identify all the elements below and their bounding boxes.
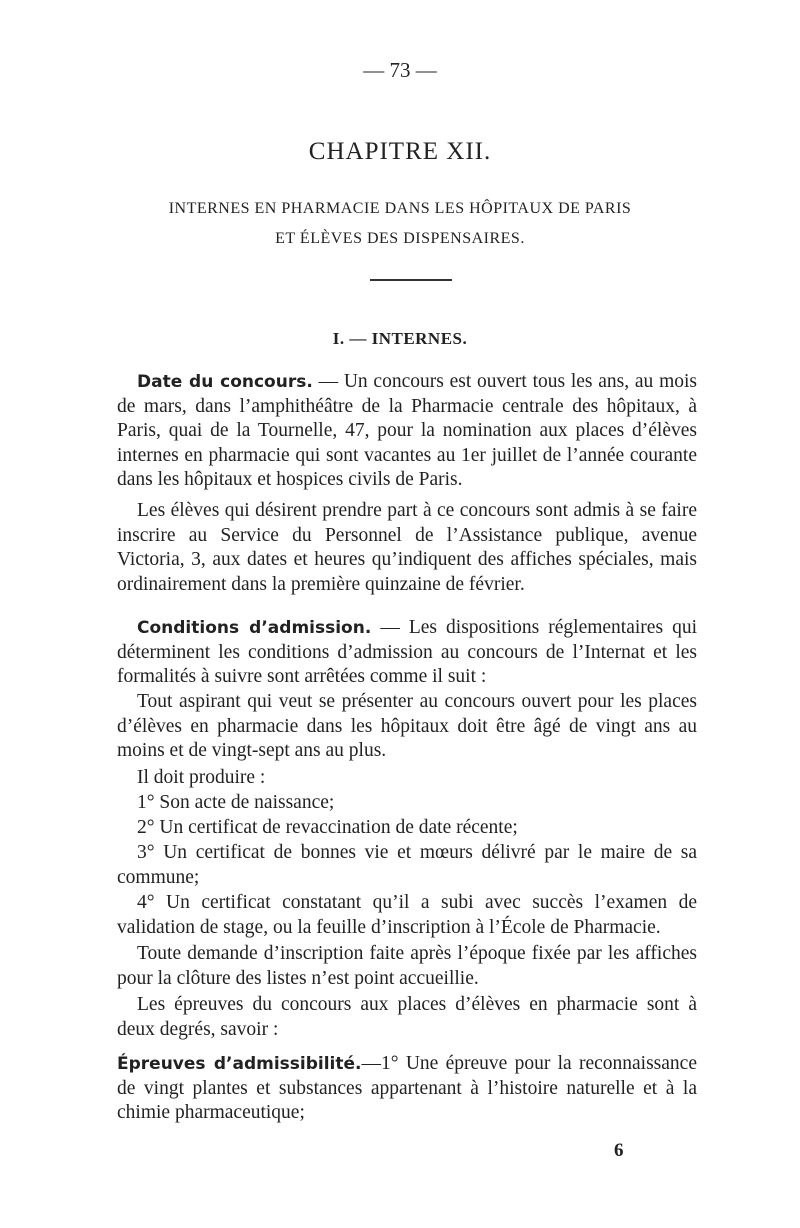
page-number: — 73 —: [363, 58, 437, 82]
paragraph-admissibilite: [117, 1052, 697, 1126]
chapter-title: CHAPITRE XII.: [308, 138, 492, 165]
heading-admissibilite: Épreuves d’admissibilité.: [117, 1054, 362, 1074]
admissibilite-text: —1° Une épreuve pour la reconnaissance de vingt plantes et substances appartenant à l’histoire naturelle et à la chimie pharmaceutique;: [117, 1053, 697, 1123]
signature-mark: 6: [614, 1140, 624, 1161]
section-title: I. — INTERNES.: [332, 329, 468, 348]
paragraph-aspirant: Tout aspirant qui veut se présenter au concours ouvert pour les places d’élèves en pharmacie dans les hôpitaux doit être âgé de vingt ans au moins et de vingt-sept ans au plus.: [117, 691, 697, 761]
chapter-subtitle-line-1: INTERNES EN PHARMACIE DANS LES HÔPITAUX DE PARIS: [168, 200, 632, 217]
date-concours-text: — Un concours est ouvert tous les ans, au mois de mars, dans l’amphithéâtre de la Pharmacie centrale des hôpitaux, à Paris, quai de la Tournelle, 47, pour la nomination aux places d’élèves internes en pharmacie qui sont vacantes au 1er juillet de l’année courante dans les hôpitaux et hospices civils de Paris.: [117, 371, 697, 490]
paragraph-demande: Toute demande d’inscription faite après l’époque fixée par les affiches pour la clôture des listes n’est point accueillie.: [117, 943, 697, 989]
conditions-text: — Les dispositions réglementaires qui déterminent les conditions d’admission au concours de l’Internat et les formalités à suivre sont arrêtées comme il suit :: [117, 617, 697, 687]
paragraph-date-concours: [117, 370, 697, 493]
paragraph-produire: Il doit produire :: [137, 767, 266, 788]
paragraph-inscription: Les élèves qui désirent prendre part à ce concours sont admis à se faire inscrire au Service du Personnel de l’Assistance publique, avenue Victoria, 3, aux dates et heures qu’indiquent des affiches spéciales, mais ordinairement dans la première quinzaine de février.: [117, 500, 697, 595]
heading-conditions: Conditions d’admission.: [137, 618, 372, 638]
list-item: 2° Un certificat de revaccination de date récente;: [137, 817, 518, 838]
paragraph-epreuves: Les épreuves du concours aux places d’élèves en pharmacie sont à deux degrés, savoir :: [117, 994, 697, 1040]
paragraph-conditions: [117, 616, 697, 690]
chapter-subtitle-line-2: ET ÉLÈVES DES DISPENSAIRES.: [275, 230, 525, 247]
list-item: 1° Son acte de naissance;: [137, 792, 335, 813]
list-item: 4° Un certificat constatant qu’il a subi avec succès l’examen de validation de stage, ou la feuille d’inscription à l’École de Pharmacie.: [117, 892, 697, 938]
list-item: 3° Un certificat de bonnes vie et mœurs délivré par le maire de sa commune;: [117, 842, 697, 888]
heading-date-concours: Date du concours.: [137, 372, 313, 392]
section-divider: [370, 279, 452, 281]
